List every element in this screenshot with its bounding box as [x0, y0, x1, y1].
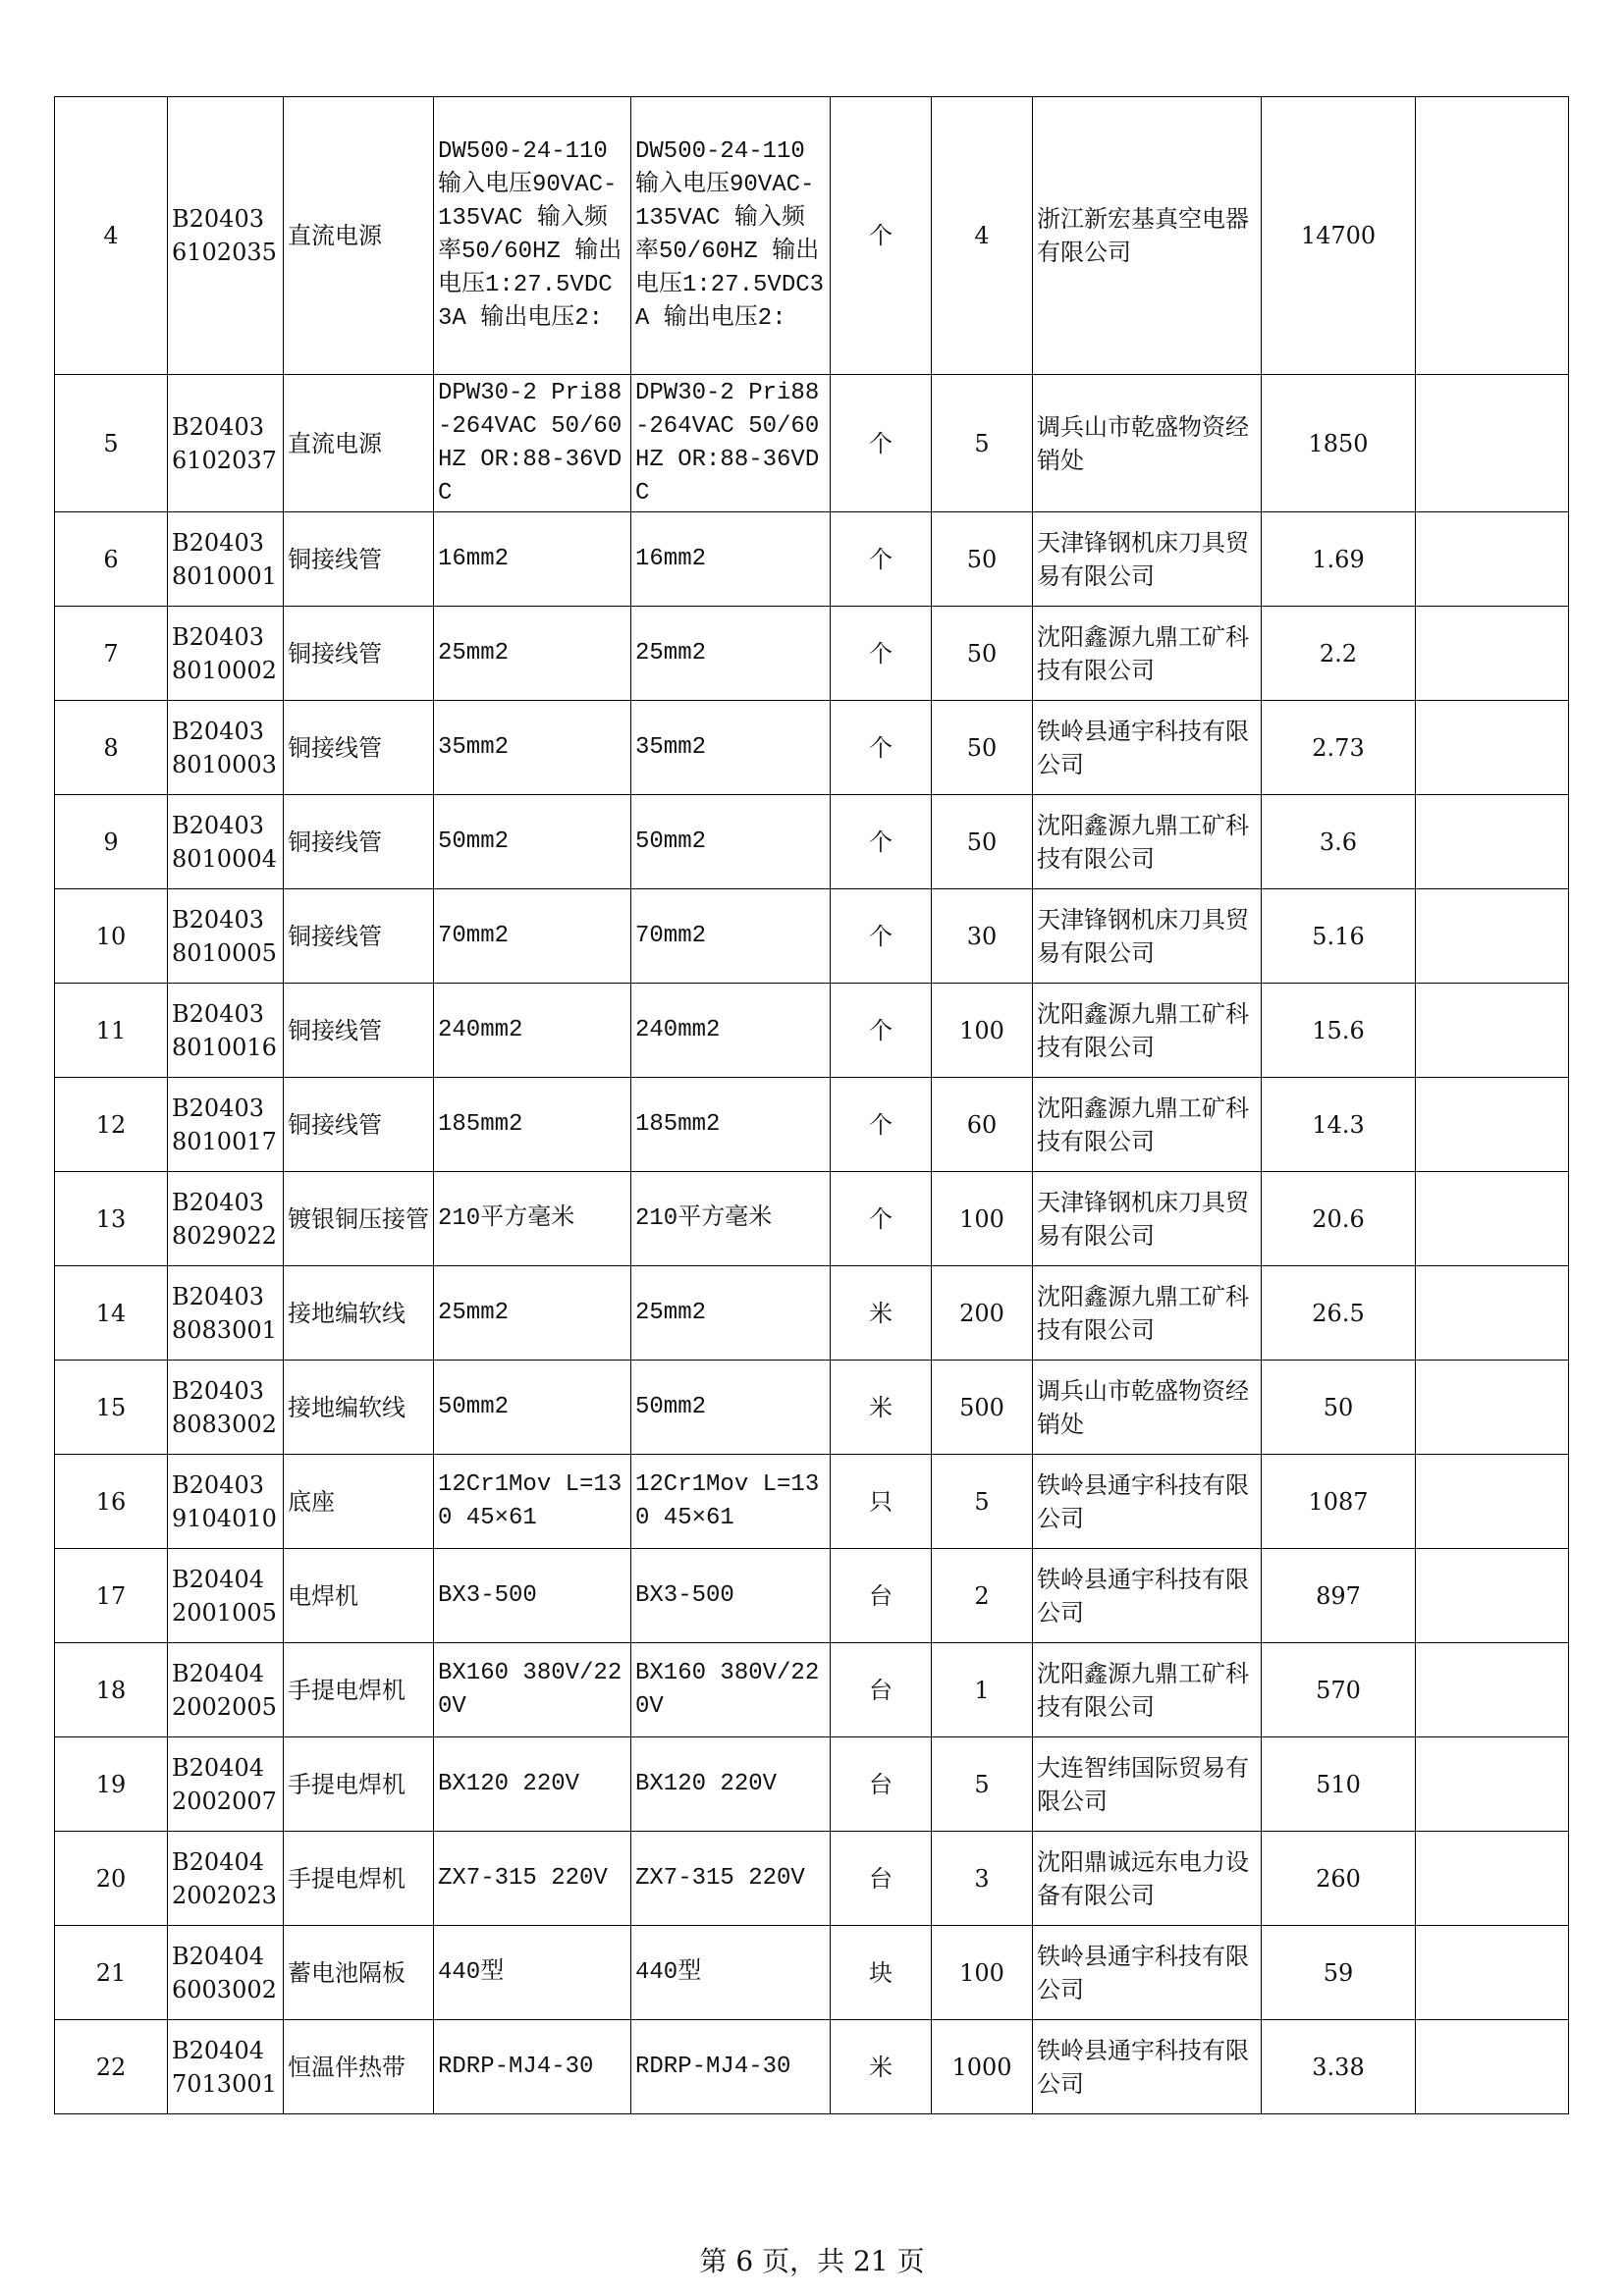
cell-name: 底座 — [284, 1455, 434, 1549]
cell-spec2: BX3-500 — [631, 1549, 831, 1643]
cell-qty: 3 — [932, 1832, 1033, 1926]
cell-qty: 1 — [932, 1643, 1033, 1737]
cell-name: 蓄电池隔板 — [284, 1926, 434, 2020]
table-row — [55, 889, 1569, 984]
cell-spec1: 185mm2 — [434, 1078, 631, 1172]
table-row — [55, 1266, 1569, 1361]
cell-remark — [1416, 1549, 1569, 1643]
cell-remark — [1416, 1266, 1569, 1361]
cell-remark — [1416, 889, 1569, 984]
cell-no: 21 — [55, 1926, 168, 2020]
cell-name: 手提电焊机 — [284, 1832, 434, 1926]
cell-spec1: DPW30-2 Pri88-264VAC 50/60HZ OR:88-36VDC — [434, 375, 631, 512]
cell-code: B204042002023 — [168, 1832, 284, 1926]
cell-spec1: 25mm2 — [434, 1266, 631, 1361]
cell-unit: 个 — [831, 607, 932, 701]
cell-code: B204042002005 — [168, 1643, 284, 1737]
cell-code: B204038010017 — [168, 1078, 284, 1172]
cell-code: B204038010005 — [168, 889, 284, 984]
cell-qty: 200 — [932, 1266, 1033, 1361]
cell-spec1: RDRP-MJ4-30 — [434, 2020, 631, 2114]
cell-no: 9 — [55, 795, 168, 889]
cell-no: 18 — [55, 1643, 168, 1737]
cell-no: 6 — [55, 512, 168, 607]
cell-unit: 只 — [831, 1455, 932, 1549]
cell-name: 铜接线管 — [284, 701, 434, 795]
cell-spec2: 440型 — [631, 1926, 831, 2020]
cell-qty: 50 — [932, 607, 1033, 701]
cell-spec1: 25mm2 — [434, 607, 631, 701]
cell-unit: 个 — [831, 97, 932, 375]
cell-unit: 个 — [831, 512, 932, 607]
cell-spec2: 240mm2 — [631, 984, 831, 1078]
cell-name: 直流电源 — [284, 375, 434, 512]
cell-price: 897 — [1262, 1549, 1416, 1643]
cell-price: 1087 — [1262, 1455, 1416, 1549]
cell-price: 59 — [1262, 1926, 1416, 2020]
cell-code: B204042002007 — [168, 1737, 284, 1832]
cell-supplier: 沈阳鑫源九鼎工矿科技有限公司 — [1033, 984, 1262, 1078]
cell-code: B204038083002 — [168, 1361, 284, 1455]
cell-code: B204042001005 — [168, 1549, 284, 1643]
page-number: 第 6 页，共 21 页 — [699, 2245, 925, 2277]
table-row — [55, 701, 1569, 795]
cell-price: 50 — [1262, 1361, 1416, 1455]
cell-unit: 台 — [831, 1737, 932, 1832]
cell-supplier: 大连智纬国际贸易有限公司 — [1033, 1737, 1262, 1832]
cell-name: 铜接线管 — [284, 512, 434, 607]
cell-name: 铜接线管 — [284, 795, 434, 889]
cell-spec1: 50mm2 — [434, 1361, 631, 1455]
cell-supplier: 沈阳鼎诚远东电力设备有限公司 — [1033, 1832, 1262, 1926]
cell-qty: 5 — [932, 375, 1033, 512]
cell-supplier: 铁岭县通宇科技有限公司 — [1033, 2020, 1262, 2114]
cell-name: 铜接线管 — [284, 1078, 434, 1172]
cell-price: 14.3 — [1262, 1078, 1416, 1172]
cell-spec2: 25mm2 — [631, 607, 831, 701]
cell-code: B204036102035 — [168, 97, 284, 375]
cell-spec1: 70mm2 — [434, 889, 631, 984]
cell-name: 铜接线管 — [284, 607, 434, 701]
cell-qty: 30 — [932, 889, 1033, 984]
cell-name: 恒温伴热带 — [284, 2020, 434, 2114]
cell-code: B204038010002 — [168, 607, 284, 701]
cell-price: 20.6 — [1262, 1172, 1416, 1266]
cell-remark — [1416, 1078, 1569, 1172]
cell-supplier: 铁岭县通宇科技有限公司 — [1033, 1455, 1262, 1549]
cell-unit: 个 — [831, 889, 932, 984]
cell-name: 铜接线管 — [284, 984, 434, 1078]
cell-supplier: 沈阳鑫源九鼎工矿科技有限公司 — [1033, 1643, 1262, 1737]
cell-price: 26.5 — [1262, 1266, 1416, 1361]
cell-spec2: 16mm2 — [631, 512, 831, 607]
cell-remark — [1416, 512, 1569, 607]
cell-spec2: BX160 380V/220V — [631, 1643, 831, 1737]
cell-qty: 2 — [932, 1549, 1033, 1643]
cell-no: 11 — [55, 984, 168, 1078]
table-row — [55, 512, 1569, 607]
cell-code: B204038010003 — [168, 701, 284, 795]
cell-code: B204038083001 — [168, 1266, 284, 1361]
table-row — [55, 1078, 1569, 1172]
cell-supplier: 调兵山市乾盛物资经销处 — [1033, 375, 1262, 512]
cell-code: B204036102037 — [168, 375, 284, 512]
cell-price: 1.69 — [1262, 512, 1416, 607]
table-row — [55, 2020, 1569, 2114]
cell-spec1: 210平方毫米 — [434, 1172, 631, 1266]
cell-remark — [1416, 795, 1569, 889]
table-row — [55, 795, 1569, 889]
cell-spec2: RDRP-MJ4-30 — [631, 2020, 831, 2114]
cell-no: 4 — [55, 97, 168, 375]
cell-name: 接地编软线 — [284, 1361, 434, 1455]
cell-supplier: 铁岭县通宇科技有限公司 — [1033, 1926, 1262, 2020]
cell-spec2: 25mm2 — [631, 1266, 831, 1361]
cell-supplier: 铁岭县通宇科技有限公司 — [1033, 701, 1262, 795]
cell-unit: 个 — [831, 795, 932, 889]
table-row — [55, 607, 1569, 701]
cell-price: 15.6 — [1262, 984, 1416, 1078]
cell-qty: 5 — [932, 1455, 1033, 1549]
table-row — [55, 1737, 1569, 1832]
cell-spec2: 12Cr1Mov L=130 45×61 — [631, 1455, 831, 1549]
table-row — [55, 375, 1569, 512]
cell-name: 手提电焊机 — [284, 1643, 434, 1737]
cell-price: 14700 — [1262, 97, 1416, 375]
cell-spec2: 50mm2 — [631, 1361, 831, 1455]
cell-name: 直流电源 — [284, 97, 434, 375]
cell-remark — [1416, 97, 1569, 375]
cell-price: 1850 — [1262, 375, 1416, 512]
cell-price: 3.38 — [1262, 2020, 1416, 2114]
cell-spec2: DW500-24-110 输入电压90VAC-135VAC 输入频率50/60HZ 输出电压1:27.5VDC3A 输出电压2: — [631, 97, 831, 375]
cell-remark — [1416, 375, 1569, 512]
cell-spec2: ZX7-315 220V — [631, 1832, 831, 1926]
cell-qty: 5 — [932, 1737, 1033, 1832]
table-row — [55, 1832, 1569, 1926]
cell-spec1: 12Cr1Mov L=130 45×61 — [434, 1455, 631, 1549]
cell-spec1: ZX7-315 220V — [434, 1832, 631, 1926]
cell-unit: 个 — [831, 1078, 932, 1172]
cell-no: 7 — [55, 607, 168, 701]
cell-spec2: 35mm2 — [631, 701, 831, 795]
cell-spec1: DW500-24-110 输入电压90VAC-135VAC 输入频率50/60HZ 输出电压1:27.5VDC3A 输出电压2: — [434, 97, 631, 375]
cell-spec1: 440型 — [434, 1926, 631, 2020]
cell-no: 8 — [55, 701, 168, 795]
cell-unit: 米 — [831, 1266, 932, 1361]
cell-unit: 个 — [831, 701, 932, 795]
cell-no: 12 — [55, 1078, 168, 1172]
cell-code: B204038010001 — [168, 512, 284, 607]
cell-spec1: 240mm2 — [434, 984, 631, 1078]
table-row — [55, 97, 1569, 375]
table-row — [55, 1549, 1569, 1643]
cell-name: 铜接线管 — [284, 889, 434, 984]
cell-supplier: 沈阳鑫源九鼎工矿科技有限公司 — [1033, 1266, 1262, 1361]
cell-spec2: BX120 220V — [631, 1737, 831, 1832]
cell-qty: 60 — [932, 1078, 1033, 1172]
cell-unit: 台 — [831, 1643, 932, 1737]
cell-no: 14 — [55, 1266, 168, 1361]
cell-spec1: 35mm2 — [434, 701, 631, 795]
cell-supplier: 沈阳鑫源九鼎工矿科技有限公司 — [1033, 1078, 1262, 1172]
cell-price: 510 — [1262, 1737, 1416, 1832]
cell-name: 手提电焊机 — [284, 1737, 434, 1832]
cell-remark — [1416, 1643, 1569, 1737]
table-row — [55, 1172, 1569, 1266]
cell-supplier: 铁岭县通宇科技有限公司 — [1033, 1549, 1262, 1643]
cell-no: 13 — [55, 1172, 168, 1266]
cell-spec1: BX3-500 — [434, 1549, 631, 1643]
cell-unit: 台 — [831, 1549, 932, 1643]
procurement-table — [54, 96, 1569, 2114]
cell-price: 260 — [1262, 1832, 1416, 1926]
cell-remark — [1416, 1361, 1569, 1455]
cell-remark — [1416, 2020, 1569, 2114]
table-body — [55, 97, 1569, 2114]
cell-spec2: 70mm2 — [631, 889, 831, 984]
table-row — [55, 1643, 1569, 1737]
cell-name: 接地编软线 — [284, 1266, 434, 1361]
cell-qty: 50 — [932, 795, 1033, 889]
cell-remark — [1416, 1455, 1569, 1549]
cell-supplier: 天津锋钢机床刀具贸易有限公司 — [1033, 1172, 1262, 1266]
cell-spec1: BX120 220V — [434, 1737, 631, 1832]
cell-remark — [1416, 607, 1569, 701]
cell-code: B204046003002 — [168, 1926, 284, 2020]
cell-qty: 100 — [932, 1172, 1033, 1266]
cell-unit: 米 — [831, 2020, 932, 2114]
cell-no: 19 — [55, 1737, 168, 1832]
cell-no: 22 — [55, 2020, 168, 2114]
cell-price: 5.16 — [1262, 889, 1416, 984]
cell-qty: 50 — [932, 512, 1033, 607]
cell-name: 镀银铜压接管 — [284, 1172, 434, 1266]
cell-no: 10 — [55, 889, 168, 984]
cell-no: 17 — [55, 1549, 168, 1643]
table-row — [55, 1361, 1569, 1455]
cell-spec1: BX160 380V/220V — [434, 1643, 631, 1737]
cell-unit: 个 — [831, 984, 932, 1078]
cell-supplier: 浙江新宏基真空电器有限公司 — [1033, 97, 1262, 375]
cell-qty: 100 — [932, 984, 1033, 1078]
cell-no: 20 — [55, 1832, 168, 1926]
table-row — [55, 1926, 1569, 2020]
cell-code: B204038029022 — [168, 1172, 284, 1266]
cell-supplier: 天津锋钢机床刀具贸易有限公司 — [1033, 889, 1262, 984]
cell-remark — [1416, 984, 1569, 1078]
cell-spec2: 185mm2 — [631, 1078, 831, 1172]
cell-no: 16 — [55, 1455, 168, 1549]
cell-price: 570 — [1262, 1643, 1416, 1737]
cell-unit: 台 — [831, 1832, 932, 1926]
cell-supplier: 调兵山市乾盛物资经销处 — [1033, 1361, 1262, 1455]
cell-price: 2.73 — [1262, 701, 1416, 795]
cell-unit: 米 — [831, 1361, 932, 1455]
cell-supplier: 天津锋钢机床刀具贸易有限公司 — [1033, 512, 1262, 607]
cell-unit: 个 — [831, 1172, 932, 1266]
cell-no: 15 — [55, 1361, 168, 1455]
cell-code: B204047013001 — [168, 2020, 284, 2114]
cell-spec1: 50mm2 — [434, 795, 631, 889]
cell-code: B204039104010 — [168, 1455, 284, 1549]
cell-unit: 块 — [831, 1926, 932, 2020]
cell-qty: 100 — [932, 1926, 1033, 2020]
cell-no: 5 — [55, 375, 168, 512]
cell-spec2: DPW30-2 Pri88-264VAC 50/60HZ OR:88-36VDC — [631, 375, 831, 512]
cell-spec2: 50mm2 — [631, 795, 831, 889]
cell-code: B204038010016 — [168, 984, 284, 1078]
cell-remark — [1416, 1172, 1569, 1266]
cell-remark — [1416, 1926, 1569, 2020]
cell-price: 2.2 — [1262, 607, 1416, 701]
cell-remark — [1416, 701, 1569, 795]
cell-supplier: 沈阳鑫源九鼎工矿科技有限公司 — [1033, 607, 1262, 701]
table-row — [55, 1455, 1569, 1549]
cell-remark — [1416, 1832, 1569, 1926]
cell-supplier: 沈阳鑫源九鼎工矿科技有限公司 — [1033, 795, 1262, 889]
cell-name: 电焊机 — [284, 1549, 434, 1643]
cell-spec1: 16mm2 — [434, 512, 631, 607]
cell-code: B204038010004 — [168, 795, 284, 889]
cell-qty: 4 — [932, 97, 1033, 375]
cell-qty: 1000 — [932, 2020, 1033, 2114]
cell-qty: 500 — [932, 1361, 1033, 1455]
cell-qty: 50 — [932, 701, 1033, 795]
cell-remark — [1416, 1737, 1569, 1832]
cell-price: 3.6 — [1262, 795, 1416, 889]
cell-spec2: 210平方毫米 — [631, 1172, 831, 1266]
table-row — [55, 984, 1569, 1078]
cell-unit: 个 — [831, 375, 932, 512]
